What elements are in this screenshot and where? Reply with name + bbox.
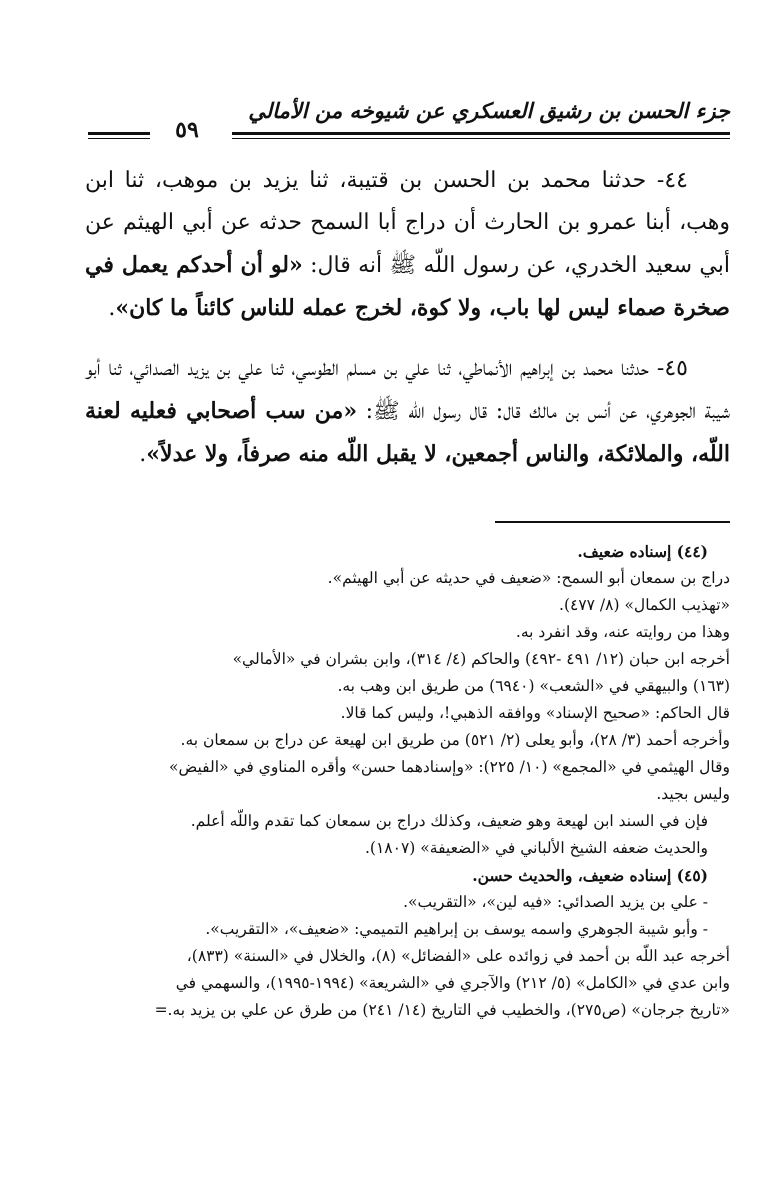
footnote-line: (١٦٣) والبيهقي في «الشعب» (٦٩٤٠) من طريق ابن وهب به. <box>337 677 730 695</box>
hadith-45-matn: «من سب أصحابي فعليه لعنة اللّه، والملائكة، والناس أجمعين، لا يقبل اللّه منه صرفاً، ولا عدلاً» <box>85 398 730 467</box>
footnote-line: أخرجه ابن حبان (١٢/ ٤٩١ -٤٩٢) والحاكم (٤/ ٣١٤)، وابن بشران في «الأمالي» <box>232 650 730 668</box>
footnote-line: والحديث ضعفه الشيخ الألباني في «الضعيفة» (١٨٠٧). <box>365 839 708 857</box>
footnotes <box>85 538 730 1024</box>
footnote-line: وهذا من روايته عنه، وقد انفرد به. <box>515 623 730 641</box>
hadith-text-body <box>85 160 730 494</box>
footnote-line: قال الحاكم: «صحيح الإسناد» ووافقه الذهبي!، وليس كما قالا. <box>340 704 730 722</box>
running-header-title: جزء الحسن بن رشيق العسكري عن شيوخه من الأمالي <box>248 98 730 123</box>
footnote-line: «تهذيب الكمال» (٨/ ٤٧٧). <box>559 596 730 614</box>
hadith-45 <box>85 348 730 476</box>
footnote-line: وابن عدي في «الكامل» (٥/ ٢١٢) والآجري في «الشريعة» (١٩٩٤-١٩٩٥)، والسهمي في <box>175 974 730 992</box>
hadith-44-end: . <box>108 296 116 321</box>
page-number: ٥٩ <box>175 117 199 143</box>
hadith-45-isnad: ٤٥- حدثنا محمد بن إبراهيم الأنماطي، ثنا علي بن مسلم الطوسي، ثنا علي بن يزيد الصدائي، ثنا أبو شيبة الجوهري، عن أنس بن مالك قال: قال رسول اللّه ﷺ: <box>85 356 731 424</box>
footnote-heading-44: (٤٤) إسناده ضعيف. <box>577 542 708 561</box>
hadith-45-end: . <box>139 442 147 467</box>
footnote-line: أخرجه عبد اللّه بن أحمد في زوائده على «الفضائل» (٨)، والخلال في «السنة» (٨٣٣)، <box>186 947 730 965</box>
footnote-line: «تاريخ جرجان» (ص٢٧٥)، والخطيب في التاريخ (١٤/ ٢٤١) من طرق عن علي بن يزيد به.= <box>154 1001 730 1019</box>
page-number-rule <box>88 132 150 139</box>
header-rule <box>232 132 730 139</box>
footnote-separator <box>495 521 730 523</box>
footnote-line: فإن في السند ابن لهيعة وهو ضعيف، وكذلك دراج بن سمعان كما تقدم واللّه أعلم. <box>190 812 708 830</box>
footnote-line: وقال الهيثمي في «المجمع» (١٠/ ٢٢٥): «وإسنادهما حسن» وأقره المناوي في «الفيض» <box>169 758 730 776</box>
footnote-line: وأخرجه أحمد (٣/ ٢٨)، وأبو يعلى (٢/ ٥٢١) من طريق ابن لهيعة عن دراج بن سمعان به. <box>180 731 730 749</box>
hadith-44-matn: «لو أن أحدكم يعمل في صخرة صماء ليس لها باب، ولا كوة، لخرج عمله للناس كائناً ما كان» <box>85 252 730 321</box>
footnote-line: - علي بن يزيد الصدائي: «فيه لين»، «التقريب». <box>403 893 708 911</box>
hadith-44-isnad: ٤٤- حدثنا محمد بن الحسن بن قتيبة، ثنا يزيد بن موهب، ثنا ابن وهب، أبنا عمرو بن الحارث أن دراج أبا السمح حدثه عن أبي الهيثم عن أبي سعيد الخدري، عن رسول اللّه ﷺ أنه قال: <box>85 168 730 278</box>
footnote-heading-45: (٤٥) إسناده ضعيف، والحديث حسن. <box>472 866 708 885</box>
footnote-line: - وأبو شيبة الجوهري واسمه يوسف بن إبراهيم التميمي: «ضعيف»، «التقريب». <box>205 920 708 938</box>
hadith-44 <box>85 160 730 330</box>
footnote-line: وليس بجيد. <box>656 785 730 803</box>
footnote-line: دراج بن سمعان أبو السمح: «ضعيف في حديثه عن أبي الهيثم». <box>327 569 730 587</box>
